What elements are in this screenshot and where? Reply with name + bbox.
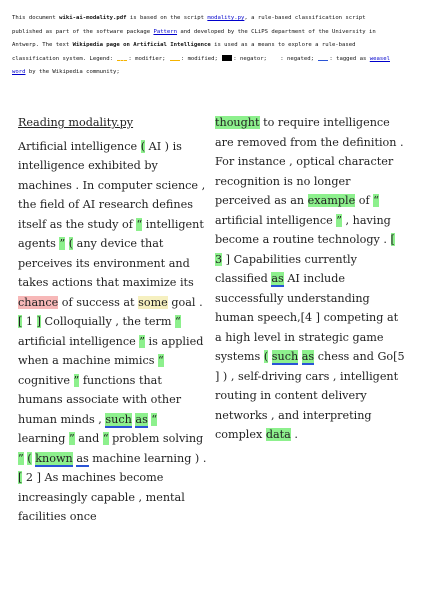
- annotated-token: example: [307, 194, 356, 207]
- annotated-token: such: [271, 350, 299, 363]
- annotated-token: [: [18, 315, 23, 328]
- annotated-token: “: [175, 315, 181, 328]
- annotated-token: “: [158, 354, 164, 367]
- body-text-right: [215, 113, 405, 445]
- annotated-token: ”: [18, 451, 24, 465]
- body-text-left: [18, 137, 208, 527]
- annotated-token: as: [135, 412, 148, 426]
- annotated-token: [: [18, 471, 23, 484]
- annotated-token: ]: [36, 315, 41, 328]
- annotated-token: ”: [336, 213, 342, 227]
- body-text: intelligent agents: [18, 217, 204, 250]
- body-text: machine learning ) .: [88, 451, 207, 465]
- body-text: Colloquially , the term: [40, 315, 175, 328]
- body-text: chess and Go[5 ] ) , self-driving cars , intelligent routing in content delivery networks , and interpreting complex: [215, 350, 405, 441]
- annotated-token: known: [35, 451, 73, 465]
- annotated-token: ”: [59, 237, 66, 250]
- legend-negator-swatch: [222, 55, 232, 61]
- body-text: problem solving: [108, 432, 204, 445]
- annotated-token: “: [102, 432, 109, 445]
- body-text: 2 ] As machines become increasingly capable , mental facilities once: [18, 471, 185, 523]
- annotated-token: thought: [215, 116, 260, 129]
- annotated-token: data: [265, 428, 291, 441]
- body-text: artificial intelligence: [18, 334, 140, 348]
- annotated-token: some: [138, 295, 168, 309]
- body-text: 1: [22, 315, 37, 328]
- body-text: ] Capabilities currently classified: [215, 252, 357, 285]
- body-text: of success at: [58, 295, 139, 309]
- body-text: of: [355, 194, 374, 207]
- legend-modifier-swatch: [117, 54, 127, 61]
- body-text: .: [290, 428, 298, 441]
- annotated-token: “: [373, 194, 379, 207]
- body-text: goal .: [167, 295, 203, 309]
- annotated-token: ”: [68, 432, 75, 445]
- body-text: any device that perceives its environment and takes actions that maximize its: [18, 237, 194, 289]
- body-text: , having become a routine technology .: [215, 213, 391, 246]
- header-line-2: published as part of the software package Pattern and developed by the CLiPS department of the University in: [12, 28, 376, 35]
- header-line-1: This document wiki-ai-modality.pdf is based on the script modality.py, a rule-based classification script: [12, 15, 366, 21]
- annotated-token: 3: [215, 252, 223, 266]
- annotated-token: as: [271, 272, 284, 285]
- body-text: AI include successfully understanding human speech,[4 ] competing at a high level in strategic game systems: [215, 272, 399, 363]
- body-text: is applied when a machine mimics: [18, 334, 204, 367]
- annotated-token: “: [151, 412, 158, 426]
- body-text: cognitive: [18, 373, 74, 387]
- annotated-token: ”: [139, 334, 145, 348]
- annotated-token: ”: [73, 373, 80, 387]
- annotated-token: (: [140, 139, 146, 153]
- annotated-token: “: [136, 217, 143, 231]
- body-text: learning: [18, 432, 69, 445]
- body-text: functions that humans associate with other human minds ,: [18, 373, 182, 426]
- weasel-link[interactable]: weasel: [369, 55, 390, 62]
- word-link[interactable]: word: [12, 69, 26, 75]
- annotated-token: chance: [18, 295, 59, 309]
- modality-link[interactable]: modality.py: [207, 15, 245, 21]
- body-text: AI ) is intelligence exhibited by machines . In computer science , the field of AI research defines itself as the study of: [18, 139, 206, 231]
- header-line-5: word by the Wikipedia community;: [12, 69, 120, 75]
- header-line-3: Antwerp. The text Wikipedia page on Artificial Intelligence is used as a means to explore a rule-based: [12, 42, 356, 48]
- header-note: [12, 12, 412, 80]
- body-text: Artificial intelligence: [18, 139, 141, 153]
- right-column: [215, 113, 405, 445]
- annotated-token: (: [68, 237, 74, 250]
- annotated-token: as: [301, 350, 315, 363]
- doc-name: wiki-ai-modality.pdf: [59, 15, 127, 21]
- wiki-name: Wikipedia page on Artificial Intelligence: [72, 42, 211, 48]
- annotated-token: (: [27, 451, 32, 465]
- page-title: Reading modality.py: [18, 116, 134, 129]
- body-text: and: [74, 432, 103, 445]
- pattern-link[interactable]: Pattern: [153, 28, 178, 35]
- legend-weasel-swatch: [318, 54, 328, 61]
- left-column: [18, 113, 208, 527]
- legend-modified-swatch: [170, 54, 180, 61]
- annotated-token: such: [105, 412, 132, 426]
- body-text: to require intelligence are removed from the definition . For instance , optical character recognition is no longer perceived as an: [215, 116, 404, 207]
- annotated-token: [: [390, 233, 395, 246]
- body-text: artificial intelligence: [215, 213, 337, 227]
- legend-negated-swatch: [271, 55, 279, 61]
- annotated-token: (: [263, 350, 269, 363]
- annotated-token: as: [76, 451, 89, 465]
- header-line-4: classification system. Legend: : modifier; : modified; : negator; : negated; : tagged as weasel: [12, 55, 390, 62]
